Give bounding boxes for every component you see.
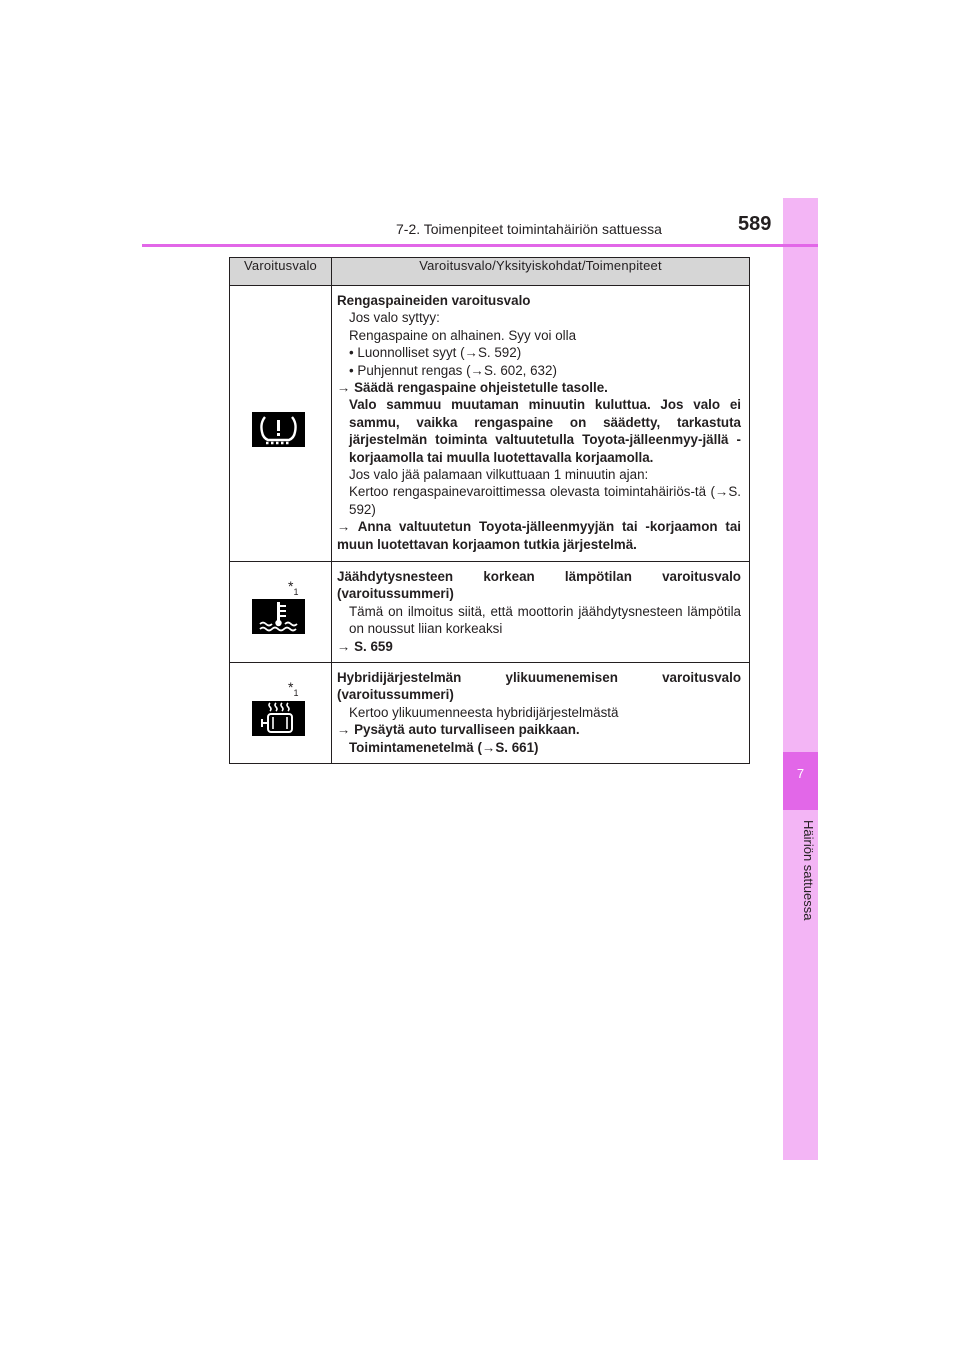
coolant-temperature-icon [252, 599, 305, 634]
chapter-number: 7 [783, 752, 818, 810]
action-detail: Valo sammuu muutaman minuutin kuluttua. Jos valo ei sammu, vaikka rengaspaine on säädetty, tarkastuta järjestelmän toiminta valtuutetulla Toyota-jälleenmyy-jällä -korjaamolla tai muulla luotettavalla korjaamolla. [349, 397, 741, 465]
warning-title: Rengaspaineiden varoitusvalo [337, 293, 531, 308]
column-header-warning-light: Varoitusvalo [230, 258, 332, 286]
detail-text: Tämä on ilmoitus siitä, että moottorin jäähdytysnesteen lämpötila on noussut liian korkeaksi [349, 603, 741, 637]
bullet-item: • Puhjennut rengas (→S. 602, 632) [349, 362, 557, 378]
action-text: → Pysäytä auto turvalliseen paikkaan. [337, 722, 580, 738]
details-cell [332, 286, 750, 562]
action-text: → S. 659 [337, 638, 393, 654]
table-header-row [230, 258, 750, 286]
chapter-label: Häiriön sattuessa [801, 820, 816, 921]
warning-light-table [229, 257, 750, 764]
action-detail: Toimintamenetelmä (→S. 661) [349, 739, 539, 755]
icon-cell [230, 663, 332, 764]
detail-text: Jos valo jää palamaan vilkuttuaan 1 minuutin ajan: [349, 467, 649, 483]
column-header-details: Varoitusvalo/Yksityiskohdat/Toimenpiteet [332, 258, 750, 286]
table-row [230, 663, 750, 764]
chapter-side-tab [783, 198, 818, 1160]
details-cell [332, 562, 750, 663]
icon-cell [230, 286, 332, 562]
details-cell [332, 663, 750, 764]
section-title: 7-2. Toimenpiteet toimintahäiriön sattuessa [396, 221, 662, 237]
action-text: → Säädä rengaspaine ohjeistetulle tasolle. [337, 380, 608, 396]
icon-cell [230, 562, 332, 663]
warning-title: Hybridijärjestelmän ylikuumenemisen varoitusvalo (varoitussummeri) [337, 670, 741, 703]
header-divider [142, 244, 818, 247]
detail-text: Kertoo rengaspainevaroittimessa olevasta toimintahäiriös-tä (→S. 592) [349, 484, 741, 517]
warning-title: Jäähdytysnesteen korkean lämpötilan varoitusvalo (varoitussummeri) [337, 569, 741, 602]
footnote-marker: $*_1$ [288, 578, 299, 597]
tire-pressure-warning-icon [252, 412, 305, 447]
table-row [230, 286, 750, 562]
detail-text: Kertoo ylikuumenneesta hybridijärjestelmästä [349, 704, 619, 720]
page-number: 589 [738, 213, 772, 235]
footnote-marker: $*_1$ [288, 679, 299, 698]
action-text: → Anna valtuutetun Toyota-jälleenmyyjän tai -korjaamon tai muun luotettavan korjaamon tutkia järjestelmä. [337, 519, 741, 552]
detail-text: Jos valo syttyy: [349, 310, 440, 326]
bullet-item: • Luonnolliset syyt (→S. 592) [349, 345, 522, 361]
detail-text: Rengaspaine on alhainen. Syy voi olla [349, 327, 577, 343]
table-row [230, 562, 750, 663]
hybrid-system-overheat-icon [252, 701, 305, 736]
